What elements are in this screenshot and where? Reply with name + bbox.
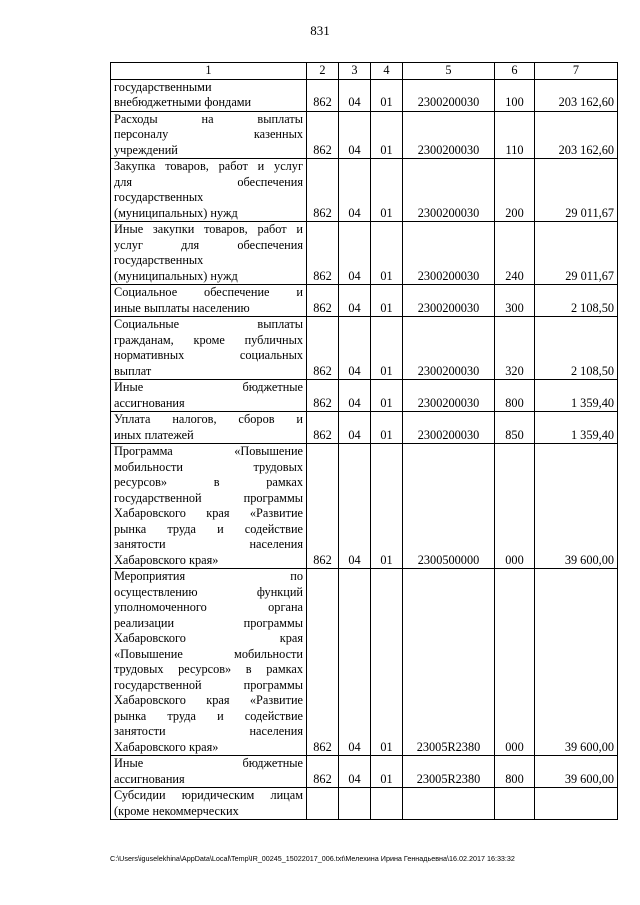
target-article-cell: 2300200030 [403, 380, 495, 412]
description-line: «Повышение мобильности [114, 646, 303, 661]
section-cell: 04 [339, 159, 371, 222]
description-line: нормативных социальных [114, 348, 303, 362]
description-line: занятости населения [114, 537, 303, 551]
table-row [111, 569, 618, 756]
subsection-cell: 01 [371, 756, 403, 788]
amount-cell: 29 011,67 [535, 222, 618, 285]
amount-cell: 1 359,40 [535, 380, 618, 412]
description-line: рынка труда и содействие [114, 521, 303, 536]
table-row [111, 159, 618, 222]
description-line: (муниципальных) нужд [114, 268, 238, 283]
row-description [111, 756, 307, 788]
target-article-cell: 23005R2380 [403, 756, 495, 788]
description-line: учреждений [114, 142, 178, 157]
table-row [111, 317, 618, 380]
description-line: ассигнования [114, 395, 185, 410]
target-article-cell: 2300200030 [403, 317, 495, 380]
description-line: реализации программы [114, 615, 303, 630]
column-header: 4 [371, 63, 403, 80]
section-cell: 04 [339, 222, 371, 285]
section-cell [339, 788, 371, 820]
subsection-cell: 01 [371, 285, 403, 317]
amount-cell: 29 011,67 [535, 159, 618, 222]
description-line: Хабаровского края «Развитие [114, 506, 303, 520]
subsection-cell: 01 [371, 159, 403, 222]
description-line: (муниципальных) нужд [114, 205, 238, 220]
admin-code-cell: 862 [307, 317, 339, 380]
amount-cell: 39 600,00 [535, 569, 618, 756]
section-cell: 04 [339, 444, 371, 569]
expense-type-cell: 320 [495, 317, 535, 380]
description-line: ассигнования [114, 771, 185, 786]
row-description [111, 788, 307, 820]
amount-cell: 203 162,60 [535, 79, 618, 111]
description-line: ресурсов» в рамках [114, 475, 303, 489]
row-description [111, 380, 307, 412]
row-description [111, 569, 307, 756]
table-body [111, 79, 618, 820]
description-line: Хабаровского края» [114, 552, 219, 567]
description-line: гражданам, кроме публичных [114, 332, 303, 347]
section-cell: 04 [339, 79, 371, 111]
table-row [111, 380, 618, 412]
row-description [111, 222, 307, 285]
description-line: государственных [114, 253, 204, 267]
row-description [111, 412, 307, 444]
amount-cell: 1 359,40 [535, 412, 618, 444]
description-line: Хабаровского края «Развитие [114, 693, 303, 707]
description-line: осуществлению функций [114, 584, 303, 599]
target-article-cell: 2300200030 [403, 285, 495, 317]
admin-code-cell: 862 [307, 222, 339, 285]
description-line: государственных [114, 190, 204, 204]
description-line: занятости населения [114, 724, 303, 738]
target-article-cell: 2300200030 [403, 412, 495, 444]
description-line: иных платежей [114, 427, 194, 442]
subsection-cell: 01 [371, 444, 403, 569]
column-header: 6 [495, 63, 535, 80]
page-number: 831 [310, 23, 330, 38]
subsection-cell [371, 788, 403, 820]
expense-type-cell: 100 [495, 79, 535, 111]
column-header: 1 [111, 63, 307, 80]
budget-table [110, 62, 618, 820]
amount-cell [535, 788, 618, 820]
section-cell: 04 [339, 380, 371, 412]
admin-code-cell: 862 [307, 444, 339, 569]
subsection-cell: 01 [371, 412, 403, 444]
column-header: 7 [535, 63, 618, 80]
table-row [111, 444, 618, 569]
description-line: услуг для обеспечения [114, 237, 303, 252]
expense-type-cell: 800 [495, 756, 535, 788]
amount-cell: 39 600,00 [535, 444, 618, 569]
row-description [111, 317, 307, 380]
subsection-cell: 01 [371, 111, 403, 159]
column-header: 5 [403, 63, 495, 80]
row-description [111, 159, 307, 222]
section-cell: 04 [339, 317, 371, 380]
description-line: внебюджетными фондами [114, 95, 252, 109]
description-line: государственной программы [114, 677, 303, 692]
section-cell: 04 [339, 756, 371, 788]
target-article-cell: 2300500000 [403, 444, 495, 569]
target-article-cell: 2300200030 [403, 222, 495, 285]
admin-code-cell [307, 788, 339, 820]
row-description [111, 444, 307, 569]
description-line: персоналу казенных [114, 127, 303, 141]
description-line: (кроме некоммерческих [114, 803, 239, 818]
admin-code-cell: 862 [307, 380, 339, 412]
table-row [111, 788, 618, 820]
section-cell: 04 [339, 285, 371, 317]
target-article-cell: 23005R2380 [403, 569, 495, 756]
admin-code-cell: 862 [307, 569, 339, 756]
expense-type-cell: 200 [495, 159, 535, 222]
subsection-cell: 01 [371, 317, 403, 380]
expense-type-cell: 000 [495, 444, 535, 569]
description-line: государственными [114, 79, 212, 94]
subsection-cell: 01 [371, 380, 403, 412]
table-row [111, 111, 618, 159]
admin-code-cell: 862 [307, 159, 339, 222]
description-line: Социальное обеспечение и [114, 285, 303, 299]
row-description [111, 111, 307, 159]
table-row [111, 756, 618, 788]
amount-cell: 39 600,00 [535, 756, 618, 788]
target-article-cell: 2300200030 [403, 111, 495, 159]
admin-code-cell: 862 [307, 111, 339, 159]
table-row [111, 412, 618, 444]
description-line: Иные бюджетные [114, 380, 303, 394]
row-description [111, 285, 307, 317]
expense-type-cell: 800 [495, 380, 535, 412]
description-line: для обеспечения [114, 174, 303, 189]
amount-cell: 203 162,60 [535, 111, 618, 159]
description-line: Уплата налогов, сборов и [114, 412, 303, 426]
target-article-cell: 2300200030 [403, 79, 495, 111]
table-row [111, 79, 618, 111]
expense-type-cell [495, 788, 535, 820]
subsection-cell: 01 [371, 569, 403, 756]
description-line: Иные закупки товаров, работ и [114, 222, 303, 236]
description-line: трудовых ресурсов» в рамках [114, 662, 303, 676]
description-line: выплат [114, 363, 152, 378]
amount-cell: 2 108,50 [535, 317, 618, 380]
file-path-footer: C:\Users\iguselekhina\AppData\Local\Temp\IR_00245_15022017_006.txt\Мелехина Ирина Геннадьевна\16.02.2017 16:33:32 [110, 854, 515, 863]
description-line: Расходы на выплаты [114, 111, 303, 126]
admin-code-cell: 862 [307, 756, 339, 788]
column-header: 2 [307, 63, 339, 80]
row-description [111, 79, 307, 111]
section-cell: 04 [339, 412, 371, 444]
header-row [111, 63, 618, 80]
description-line: иные выплаты населению [114, 300, 250, 315]
description-line: государственной программы [114, 490, 303, 505]
description-line: Субсидии юридическим лицам [114, 788, 303, 802]
table-row [111, 285, 618, 317]
section-cell: 04 [339, 569, 371, 756]
description-line: Иные бюджетные [114, 756, 303, 770]
admin-code-cell: 862 [307, 412, 339, 444]
amount-cell: 2 108,50 [535, 285, 618, 317]
expense-type-cell: 850 [495, 412, 535, 444]
expense-type-cell: 110 [495, 111, 535, 159]
table-row [111, 222, 618, 285]
description-line: рынка труда и содействие [114, 708, 303, 723]
description-line: мобильности трудовых [114, 459, 303, 474]
description-line: Социальные выплаты [114, 317, 303, 331]
description-line: Программа «Повышение [114, 444, 303, 458]
subsection-cell: 01 [371, 79, 403, 111]
description-line: Хабаровского края» [114, 739, 219, 754]
section-cell: 04 [339, 111, 371, 159]
expense-type-cell: 240 [495, 222, 535, 285]
expense-type-cell: 000 [495, 569, 535, 756]
description-line: Мероприятия по [114, 569, 303, 583]
description-line: уполномоченного органа [114, 600, 303, 614]
admin-code-cell: 862 [307, 285, 339, 317]
description-line: Хабаровского края [114, 631, 303, 645]
admin-code-cell: 862 [307, 79, 339, 111]
expense-type-cell: 300 [495, 285, 535, 317]
target-article-cell [403, 788, 495, 820]
target-article-cell: 2300200030 [403, 159, 495, 222]
description-line: Закупка товаров, работ и услуг [114, 159, 303, 173]
column-header: 3 [339, 63, 371, 80]
subsection-cell: 01 [371, 222, 403, 285]
